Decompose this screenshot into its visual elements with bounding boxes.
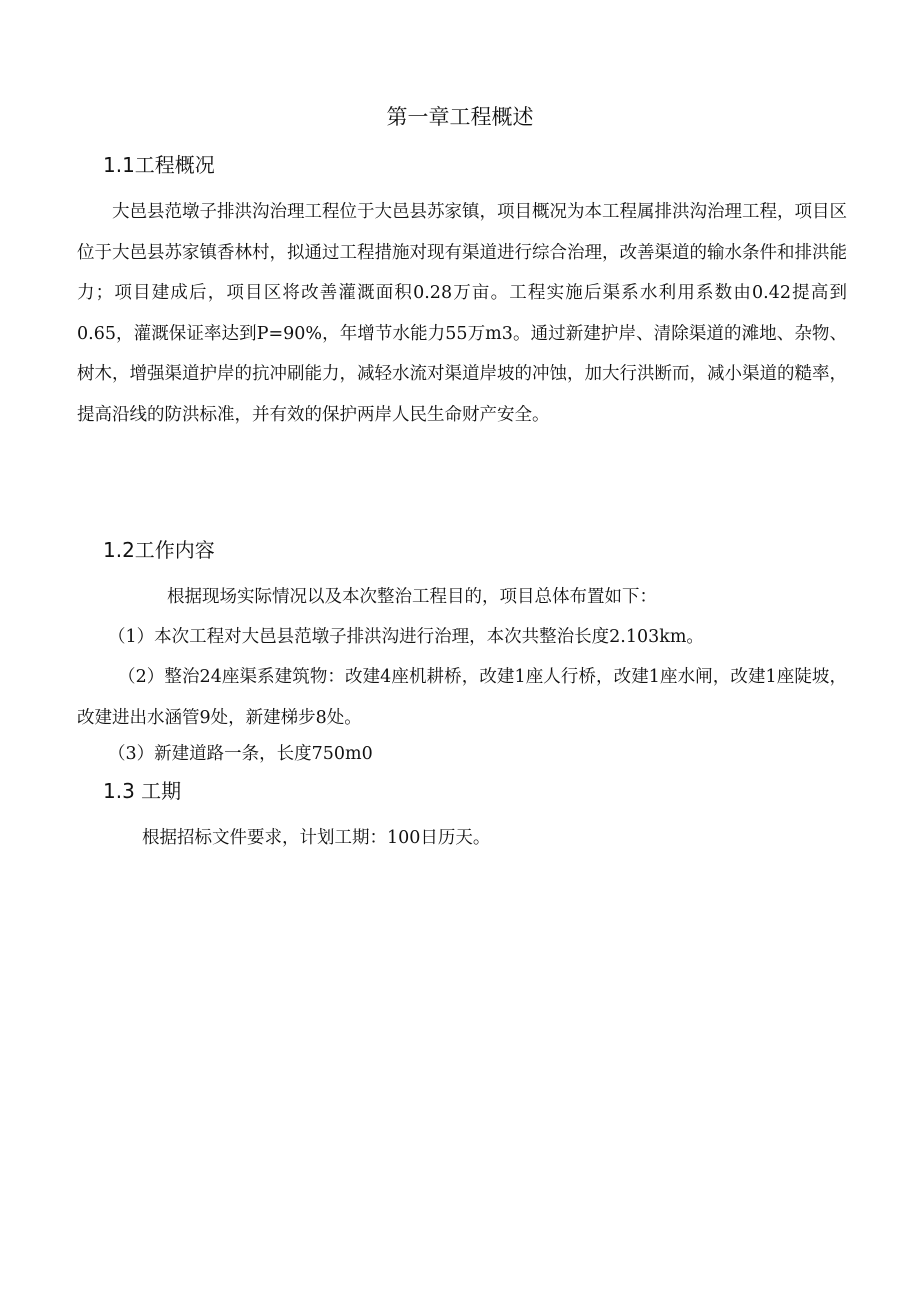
section-1-3-paragraph: 根据招标文件要求，计划工期：100日历天。 [142, 828, 491, 848]
work-item-1: （1）本次工程对大邑县范墩子排洪沟进行治理，本次共整治长度2.103km。 [108, 627, 704, 647]
section-heading-1-3: 1.3 工期 [103, 779, 182, 803]
work-item-3: （3）新建道路一条，长度750m0 [108, 744, 373, 764]
section-heading-1-2: 1.2工作内容 [103, 538, 215, 562]
work-item-2: （2）整治24座渠系建筑物：改建4座机耕桥，改建1座人行桥，改建1座水闸，改建1座陡坡，改建进出水涵管9处，新建梯步8处。 [77, 667, 847, 728]
section-1-1-paragraph: 大邑县范墩子排洪沟治理工程位于大邑县苏家镇，项目概况为本工程属排洪沟治理工程，项目区位于大邑县苏家镇香林村，拟通过工程措施对现有渠道进行综合治理，改善渠道的输水条件和排洪能力；项目建成后，项目区将改善灌溉面积0.28万亩。工程实施后渠系水利用系数由0.42提高到0.65，灌溉保证率达到P=90%，年增节水能力55万m3。通过新建护岸、清除渠道的滩地、杂物、树木，增强渠道护岸的抗冲刷能力，减轻水流对渠道岸坡的冲蚀，加大行洪断而，减小渠道的糙率，提高沿线的防洪标准，并有效的保护两岸人民生命财产安全。 [77, 202, 847, 425]
chapter-title: 第一章工程概述 [386, 105, 534, 129]
section-heading-1-1: 1.1工程概况 [103, 153, 215, 177]
section-1-2-intro: 根据现场实际情况以及本次整治工程目的，项目总体布置如下： [167, 587, 657, 607]
